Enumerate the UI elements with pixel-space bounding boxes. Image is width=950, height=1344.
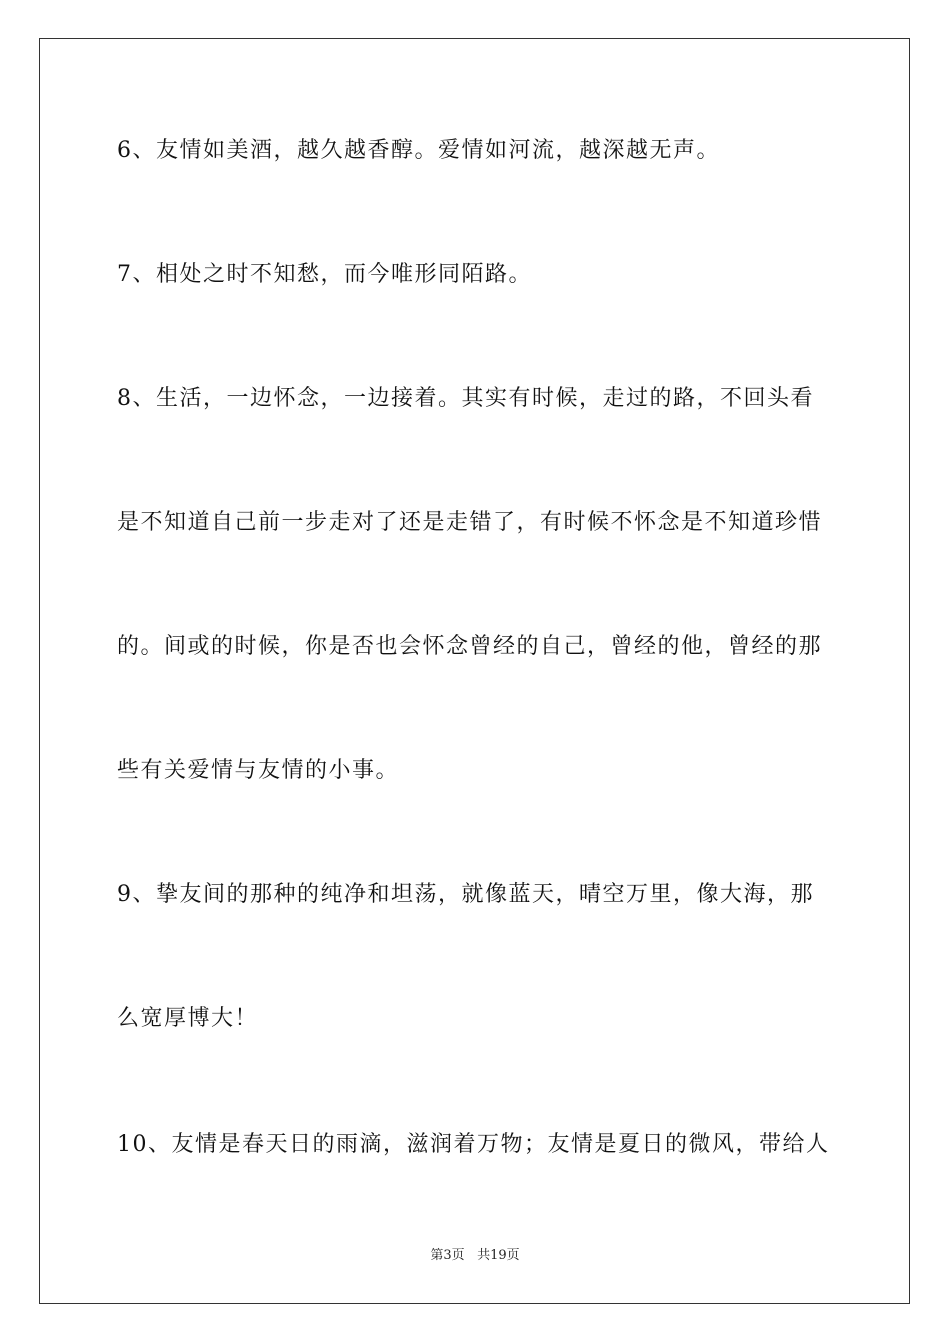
text-line: 7、相处之时不知愁，而今唯形同陌路。 — [117, 262, 532, 287]
text-line: 10、友情是春天日的雨滴，滋润着万物；友情是夏日的微风，带给人 — [117, 1132, 830, 1157]
text-line: 6、友情如美酒，越久越香醇。爱情如河流，越深越无声。 — [117, 138, 720, 163]
page-border — [39, 38, 910, 1304]
text-line: 是不知道自己前一步走对了还是走错了，有时候不怀念是不知道珍惜 — [117, 510, 823, 535]
text-line: 9、挚友间的那种的纯净和坦荡，就像蓝天，晴空万里，像大海，那 — [117, 882, 814, 907]
page-footer — [0, 1247, 950, 1265]
text-line: 么宽厚博大！ — [117, 1006, 259, 1031]
page-total: 共19页 — [477, 1248, 520, 1263]
text-line: 8、生活，一边怀念，一边接着。其实有时候，走过的路，不回头看 — [117, 386, 814, 411]
text-line: 些有关爱情与友情的小事。 — [117, 758, 400, 783]
page-number: 第3页 — [430, 1248, 465, 1263]
text-line: 的。间或的时候，你是否也会怀念曾经的自己，曾经的他，曾经的那 — [117, 634, 823, 659]
